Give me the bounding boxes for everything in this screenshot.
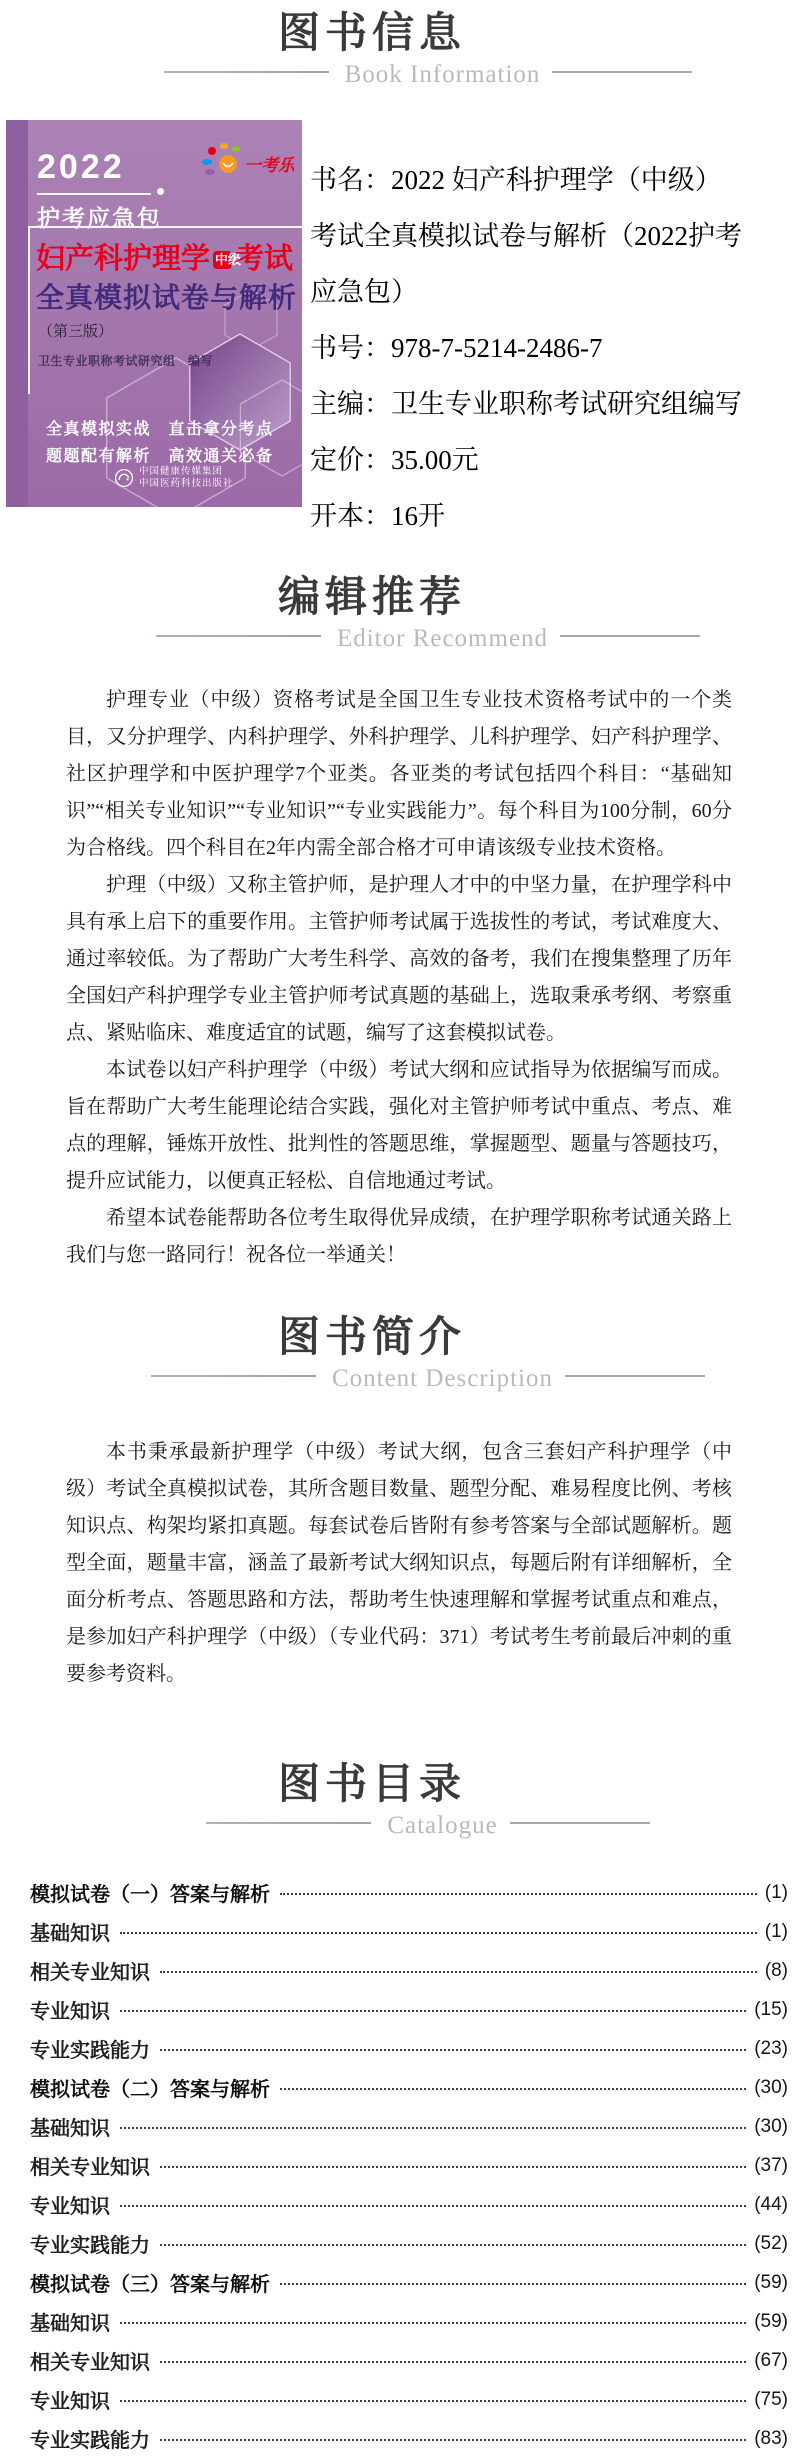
toc-row — [30, 2380, 788, 2419]
publisher-line-1: 中国健康传媒集团 — [139, 466, 224, 477]
detail-format — [310, 488, 744, 544]
publisher-name — [139, 466, 234, 489]
toc-page: (59) — [754, 2271, 788, 2293]
cover-title-part2: 考试 — [235, 243, 294, 275]
section-header-catalogue — [0, 1759, 800, 1845]
toc-row — [30, 2419, 788, 2458]
detail-title — [310, 152, 744, 320]
toc-page: (75) — [754, 2388, 788, 2410]
divider-line-left — [206, 1822, 371, 1824]
toc-page: (37) — [754, 2154, 788, 2176]
toc-page: (1) — [764, 1881, 788, 1903]
divider-line-right — [560, 635, 700, 637]
toc-page: (44) — [754, 2193, 788, 2215]
book-details — [310, 120, 744, 544]
book-info-title-row — [28, 62, 800, 94]
toc-row — [30, 2341, 788, 2380]
toc-label: 相关专业知识 — [30, 2352, 150, 2374]
section-header-editor-recommend — [0, 572, 800, 658]
toc-label: 基础知识 — [30, 2118, 110, 2140]
toc-row — [30, 2224, 788, 2263]
toc-page: (52) — [754, 2232, 788, 2254]
cover-title-part1: 妇产科护理学 — [36, 243, 211, 275]
toc-row — [30, 2146, 788, 2185]
toc-label: 专业知识 — [30, 2391, 110, 2413]
cover-series-title: 护考应急包 — [37, 205, 162, 231]
divider-line-right — [565, 1375, 705, 1377]
editor-recommend-title-row — [28, 626, 800, 658]
editor-recommend-title-en: Editor Recommend — [336, 625, 549, 652]
toc-row — [30, 2263, 788, 2302]
dot-leader — [160, 2244, 746, 2246]
dot-leader — [160, 1971, 757, 1973]
content-description-title-cn: 图书简介 — [277, 1313, 466, 1360]
catalogue-title-row — [28, 1813, 800, 1845]
level-badge: 中级 — [215, 252, 242, 267]
divider-line-left — [156, 635, 321, 637]
dot-leader — [160, 2166, 746, 2168]
book-info-title-en: Book Information — [344, 61, 541, 88]
toc-page: (30) — [754, 2076, 788, 2098]
divider-line-right — [552, 71, 692, 73]
dot-leader — [280, 2088, 746, 2090]
toc-label: 专业知识 — [30, 2001, 110, 2023]
toc-label: 专业实践能力 — [30, 2040, 150, 2062]
cover-slogan-2: 题题配有解析 高效通关必备 — [46, 448, 274, 465]
dot-leader — [160, 2049, 746, 2051]
toc-row — [30, 1873, 788, 1912]
brand-logo — [198, 140, 294, 189]
toc-page: (23) — [754, 2037, 788, 2059]
publisher-block — [114, 466, 234, 489]
dot-leader — [120, 2400, 746, 2402]
toc-label: 模拟试卷（一）答案与解析 — [30, 1884, 270, 1906]
dot-leader — [120, 2010, 746, 2012]
sun-flower-logo-icon — [198, 140, 294, 184]
toc-label: 相关专业知识 — [30, 1962, 150, 1984]
recommend-paragraph: 护理（中级）又称主管护师，是护理人才中的中坚力量，在护理学科中具有承上启下的重要作用。主管护师考试属于选拔性的考试，考试难度大、通过率较低。为了帮助广大考生科学、高效的备考，我们在搜集整理了历年全国妇产科护理学专业主管护师考试真题的基础上，选取秉承考纲、考察重点、紧贴临床、难度适宜的试题，编写了这套模拟试卷。 — [66, 874, 732, 1044]
editor-recommend-title-cn: 编辑推荐 — [277, 573, 466, 620]
detail-editor-label: 主编： — [310, 389, 391, 419]
detail-price-label: 定价： — [310, 445, 391, 475]
cover-slogans — [46, 416, 274, 470]
toc-page: (67) — [754, 2349, 788, 2371]
recommend-paragraph: 希望本试卷能帮助各位考生取得优异成绩，在护理学职称考试通关路上我们与您一路同行！祝各位一举通关！ — [66, 1207, 732, 1266]
divider-line-left — [164, 71, 329, 73]
toc-page: (59) — [754, 2310, 788, 2332]
dot-leader — [160, 2361, 746, 2363]
toc-page: (83) — [754, 2427, 788, 2449]
cover-year: 2022 — [37, 148, 125, 186]
publisher-line-2: 中国医药科技出版社 — [139, 477, 234, 489]
detail-editor-value: 卫生专业职称考试研究组编写 — [391, 389, 742, 419]
toc-row — [30, 2302, 788, 2341]
book-info-title-cn: 图书信息 — [277, 9, 466, 56]
content-description-text — [66, 1434, 732, 1693]
toc-page: (15) — [754, 1998, 788, 2020]
detail-format-value: 16开 — [391, 501, 445, 531]
dot-leader — [120, 2127, 746, 2129]
detail-title-value: 2022 妇产科护理学（中级）考试全真模拟试卷与解析（2022护考应急包） — [310, 165, 742, 307]
toc-row — [30, 1990, 788, 2029]
book-cover — [6, 120, 302, 507]
toc-page: (8) — [764, 1959, 788, 1981]
svg-text:一考乐: 一考乐 — [244, 156, 294, 175]
detail-isbn-value: 978-7-5214-2486-7 — [391, 333, 603, 363]
content-description-title-row — [28, 1366, 800, 1398]
cover-vertical-rule — [28, 226, 30, 394]
toc-page: (30) — [754, 2115, 788, 2137]
editor-recommend-text — [66, 682, 732, 1274]
cover-year-underline — [37, 193, 151, 195]
toc-label: 基础知识 — [30, 2313, 110, 2335]
description-paragraph: 本书秉承最新护理学（中级）考试大纲，包含三套妇产科护理学（中级）考试全真模拟试卷，其所含题目数量、题型分配、难易程度比例、考核知识点、构架均紧扣真题。每套试卷后皆附有参考答案与全部试题解析。题型全面，题量丰富，涵盖了最新考试大纲知识点，每题后附有详细解析，全面分析考点、答题思路和方法，帮助考生快速理解和掌握考试重点和难点，是参加妇产科护理学（中级）（专业代码：371）考试考生考前最后冲刺的重要参考资料。 — [66, 1441, 732, 1685]
divider-line-right — [510, 1822, 650, 1824]
toc-page: (1) — [764, 1920, 788, 1942]
dot-leader — [280, 1893, 757, 1895]
recommend-paragraph: 护理专业（中级）资格考试是全国卫生专业技术资格考试中的一个类目，又分护理学、内科护理学、外科护理学、儿科护理学、妇产科护理学、社区护理学和中医护理学7个亚类。各亚类的考试包括四个科目：“基础知识”“相关专业知识”“专业知识”“专业实践能力”。每个科目为100分制，60分为合格线。四个科目在2年内需全部合格才可申请该级专业技术资格。 — [66, 689, 732, 859]
cover-main-title — [36, 236, 293, 277]
detail-editor — [310, 376, 744, 432]
book-info-section — [0, 120, 800, 544]
publisher-logo-icon — [114, 468, 134, 488]
content-description-title-en: Content Description — [331, 1365, 554, 1392]
catalogue-list — [30, 1873, 788, 2458]
toc-row — [30, 2185, 788, 2224]
dot-leader — [120, 2322, 746, 2324]
toc-label: 基础知识 — [30, 1923, 110, 1945]
detail-isbn-label: 书号： — [310, 333, 391, 363]
toc-row — [30, 2107, 788, 2146]
catalogue-title-en: Catalogue — [387, 1812, 498, 1839]
toc-label: 模拟试卷（三）答案与解析 — [30, 2274, 270, 2296]
section-header-content-description — [0, 1312, 800, 1398]
toc-label: 专业知识 — [30, 2196, 110, 2218]
cover-subtitle: 全真模拟试卷与解析 — [36, 282, 298, 313]
detail-price-value: 35.00元 — [391, 445, 479, 475]
detail-isbn — [310, 320, 744, 376]
toc-row — [30, 2068, 788, 2107]
toc-row — [30, 1912, 788, 1951]
toc-label: 专业实践能力 — [30, 2235, 150, 2257]
cover-slogan-1: 全真模拟实战 直击拿分考点 — [46, 421, 274, 438]
toc-label: 相关专业知识 — [30, 2157, 150, 2179]
dot-leader — [120, 2205, 746, 2207]
toc-row — [30, 2029, 788, 2068]
cover-byline: 卫生专业职称考试研究组 编写 — [38, 354, 214, 368]
dot-leader — [280, 2283, 746, 2285]
catalogue-title-cn: 图书目录 — [277, 1760, 466, 1807]
dot-leader — [160, 2439, 746, 2441]
detail-title-label: 书名： — [310, 165, 391, 195]
detail-price — [310, 432, 744, 488]
dot-leader — [120, 1932, 757, 1934]
cover-edition: （第三版） — [38, 323, 114, 340]
toc-label: 模拟试卷（二）答案与解析 — [30, 2079, 270, 2101]
section-header-book-info — [0, 0, 800, 94]
detail-format-label: 开本： — [310, 501, 391, 531]
recommend-paragraph: 本试卷以妇产科护理学（中级）考试大纲和应试指导为依据编写而成。旨在帮助广大考生能理论结合实践，强化对主管护师考试中重点、考点、难点的理解，锤炼开放性、批判性的答题思维，掌握题型、题量与答题技巧，提升应试能力，以便真正轻松、自信地通过考试。 — [66, 1059, 732, 1192]
toc-row — [30, 1951, 788, 1990]
toc-label: 专业实践能力 — [30, 2430, 150, 2452]
divider-line-left — [151, 1375, 316, 1377]
